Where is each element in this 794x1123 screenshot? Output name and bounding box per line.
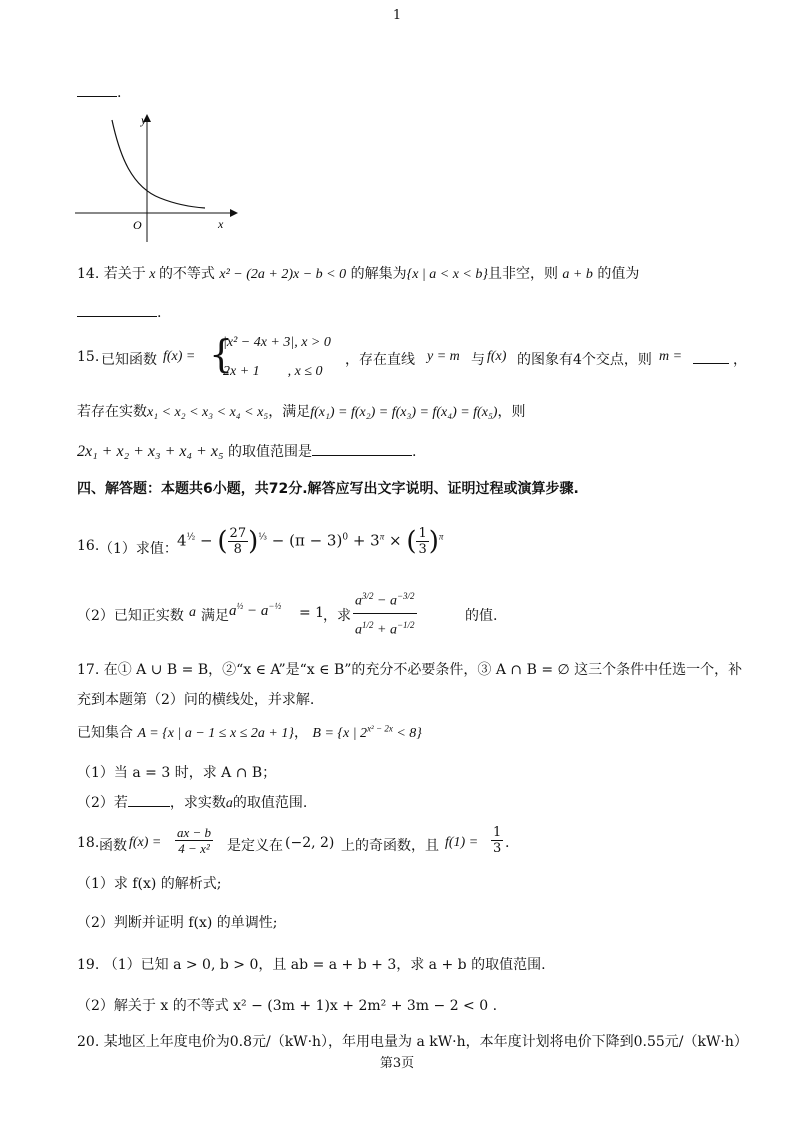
fraction-18: $\frac{ax - b}{\text{4 − x²}}$	[177, 825, 212, 856]
answer-blank	[693, 349, 729, 364]
section-heading: 四、解答题：本题共6小题，共72分.解答应写出文字说明、证明过程或演算步骤.	[77, 481, 579, 497]
question-18-part-2: （2）判断并证明 f(x) 的单调性;	[77, 915, 278, 931]
fraction-16-2: $\frac{a^{3/2} - a^{-3/2}}{a^{1/2} + a^{-1/2}}$	[353, 585, 417, 641]
answer-blank	[312, 441, 412, 456]
page-footer-label: 第3页	[379, 1056, 415, 1071]
question-14: 14. 若关于 x 的不等式 x² − (2a + 2)x − b < 0 的解集为{x | a < x < b}且非空，则 a + b 的值为	[77, 266, 640, 282]
question-18-part-1: （1）求 f(x) 的解析式;	[77, 876, 222, 892]
fraction-18-f1: $\frac{1}{3}$	[493, 825, 502, 856]
page-number: 1	[392, 8, 402, 23]
question-17-part-1: （1）当 a = 3 时，求 A ∩ B；	[77, 765, 277, 781]
q15-line3: 2x₁ + x₂ + x₃ + x₄ + x₅ 的取值范围是 .	[77, 443, 417, 460]
answer-blank	[77, 82, 117, 97]
decreasing-curve	[112, 120, 205, 208]
question-17-sets: 已知集合 A = {x | a − 1 ≤ x ≤ 2a + 1}， B = {x | $2^{x^2 - 2x} < 8$}	[77, 723, 422, 741]
question-20: 20. 某地区上年度电价为0.8元/（kW·h），年用电量为 a kW·h，本年度计划将电价下降到0.55元/（kW·h）	[77, 1034, 748, 1050]
question-19-part-2: （2）解关于 x 的不等式 x² − (3m + 1)x + 2m² + 3m − 2 < 0 .	[77, 998, 498, 1014]
piecewise-brace: {	[209, 332, 234, 376]
answer-blank	[128, 792, 170, 807]
q15-line2: 若存在实数x₁ < x₂ < x₃ < x₄ < x₅，满足f(x₁) = f(x₂) = f(x₃) = f(x₄) = f(x₅)，则	[77, 404, 526, 420]
q13-answer-line: .	[77, 82, 121, 101]
x-axis-label: x	[218, 217, 224, 231]
q14-answer-line: .	[77, 302, 161, 321]
question-17-line2: 充到本题第（2）问的横线处，并求解.	[77, 692, 315, 708]
y-axis-label: y	[141, 113, 147, 127]
question-17-part-2: （2）若 ，求实数a的取值范围.	[77, 792, 307, 812]
question-19-part-1: 19. （1）已知 a > 0, b > 0，且 ab = a + b + 3，求 a + b 的取值范围.	[77, 957, 546, 973]
origin-label: O	[133, 218, 142, 232]
answer-blank	[77, 302, 157, 317]
expression-16-1: $4^{\frac{1}{2}}$ − ( $\frac{27}{8}$ )$^{\frac{1}{3}} - (\pi - 3)^0 + 3^\pi$ × ( $\frac{1}{3}$ )$^\pi$	[177, 526, 444, 557]
question-17-line1: 17. 在① A ∪ B = B，②“x ∈ A”是“x ∈ B”的充分不必要条件，③ A ∩ B = ∅ 这三个条件中任选一个，补	[77, 662, 743, 678]
x-axis-arrow	[230, 209, 238, 217]
condition-16-2: $a^{\frac{1}{2}} - a^{-\frac{1}{2}}$	[229, 601, 282, 619]
function-graph	[70, 112, 240, 247]
